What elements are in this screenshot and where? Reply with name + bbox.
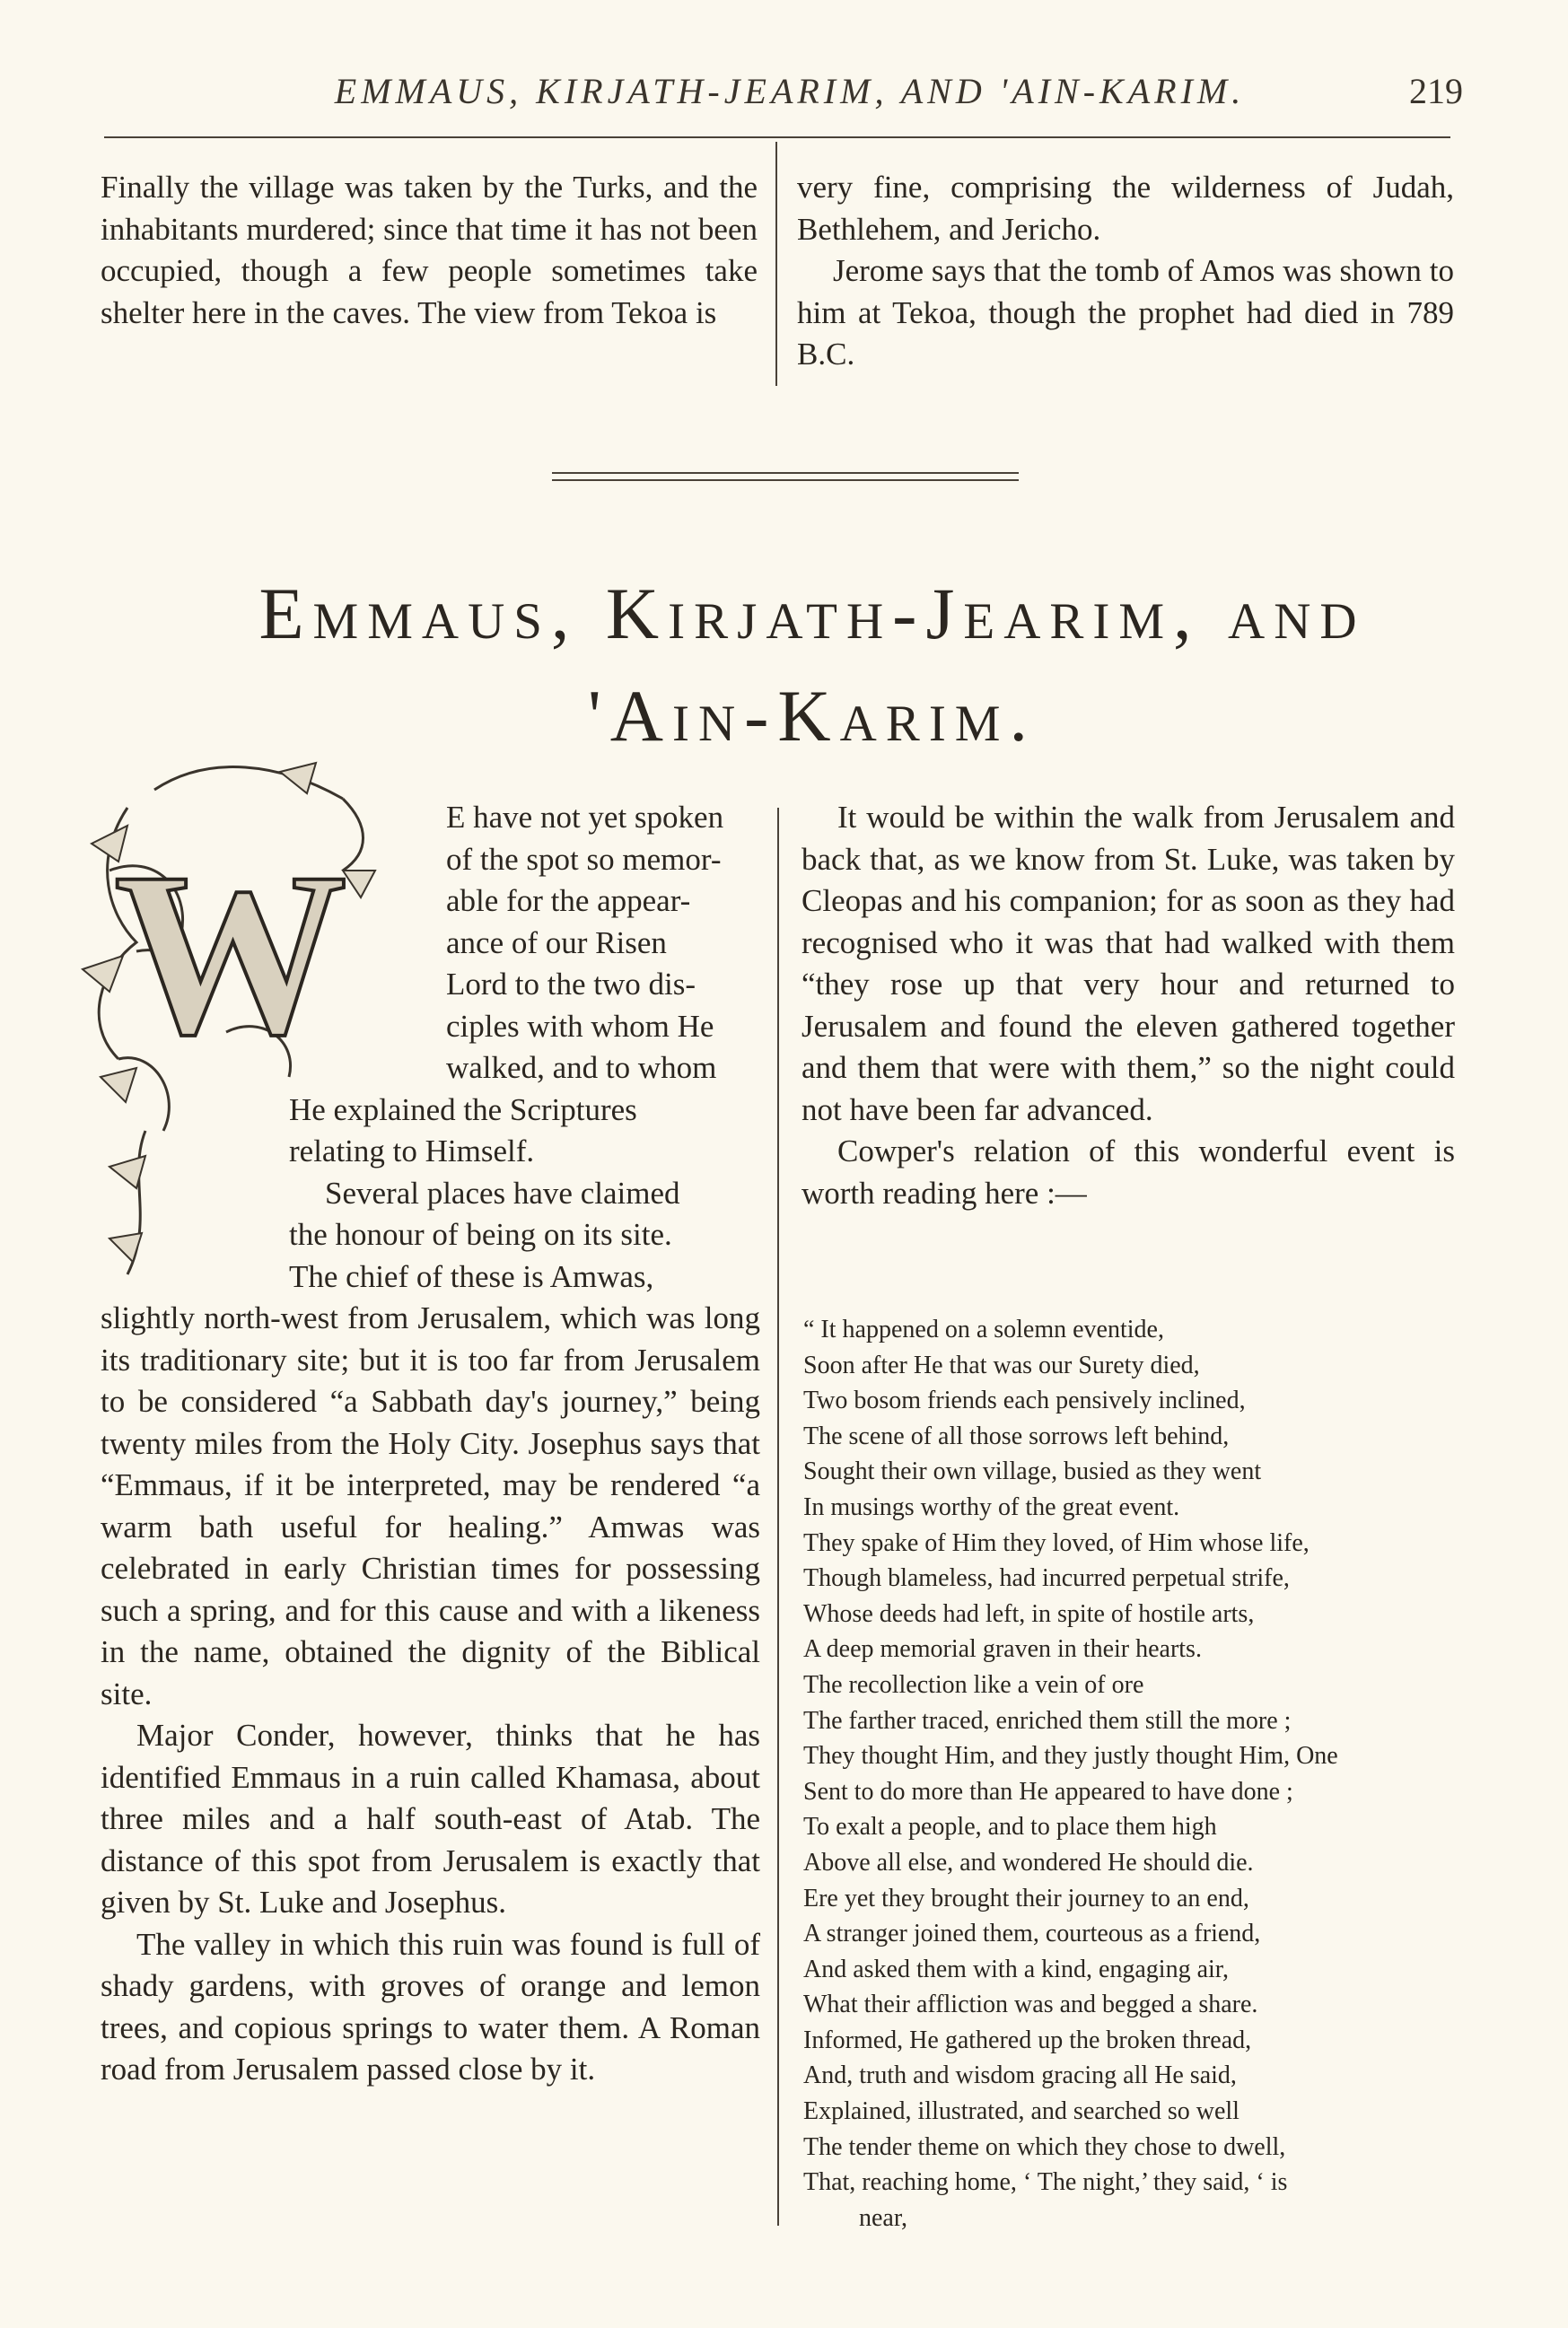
top-right-paragraph-1: very fine, comprising the wilderness of Judah, Bethlehem, and Jericho. — [797, 170, 1454, 247]
column-divider-top — [775, 142, 777, 386]
top-left-paragraph: Finally the village was taken by the Turks, and the inhabitants murdered; since that time it has not been occupied, though a few people sometimes take shelter here in the caves. The view from Tekoa is — [101, 170, 758, 330]
poem-line: The tender theme on which they chose to dwell, — [803, 2132, 1286, 2161]
poem-line: Sought their own village, busied as they went — [803, 1457, 1262, 1486]
poem-line: A deep memorial graven in their hearts. — [803, 1635, 1202, 1664]
title-rule-upper — [552, 472, 1019, 474]
dropcap-letter: W — [114, 825, 347, 1083]
paragraph-valley: The valley in which this ruin was found is full of shady gardens, with groves of orange and lemon trees, and copious springs to water them. A Roman road from Jerusalem passed close by it. — [101, 1926, 760, 2087]
poem — [803, 1312, 1459, 2236]
column-divider-lower — [777, 808, 779, 2226]
poem-line: They spake of Him they loved, of Him whose life, — [803, 1528, 1310, 1557]
poem-line: Two bosom friends each pensively inclined, — [803, 1387, 1246, 1415]
para1-line: ance of our Risen — [446, 924, 667, 960]
poem-line: They thought Him, and they justly thought Him, One — [803, 1742, 1338, 1771]
para1-line: Lord to the two dis- — [446, 967, 696, 1002]
para1-line: of the spot so memor- — [446, 841, 722, 877]
top-left-column — [101, 167, 758, 334]
poem-line: To exalt a people, and to place them high — [803, 1813, 1217, 1842]
paragraph-walk: It would be within the walk from Jerusalem and back that, as we know from St. Luke, was taken by Cleopas and his companion; for as soon as they had recognised who it was that had walked with them “they rose up that very hour and returned to Jerusalem and found the eleven gathered together and them that were with them,” so the night could not have been far advanced. — [802, 800, 1455, 1127]
para2-continuation: slightly north-west from Jerusalem, which was long its traditionary site; but it is too far from Jerusalem to be considered “a Sabbath day's journey,” being twenty miles from the Holy City. Josephus says that “Emmaus, if it be interpreted, may be rendered “a warm bath useful for healing.” Amwas was celebrated in early Christian times for possessing such a spring, and for this cause and with a likeness in the name, obtained the dignity of the Biblical site. — [101, 1300, 760, 1711]
poem-line: In musings worthy of the great event. — [803, 1492, 1180, 1521]
poem-line: Informed, He gathered up the broken thread, — [803, 2026, 1252, 2054]
paragraph-condor: Major Conder, however, thinks that he has identified Emmaus in a ruin called Khamasa, about three miles and a half south-east of Atab. The distance of this spot from Jerusalem is exactly that given by St. Luke and Josephus. — [101, 1718, 760, 1920]
poem-line: And, truth and wisdom gracing all He said, — [803, 2061, 1237, 2090]
running-title: EMMAUS, KIRJATH-JEARIM, AND 'AIN-KARIM. — [334, 71, 1246, 111]
top-right-paragraph-2: Jerome says that the tomb of Amos was shown to him at Tekoa, though the prophet had died in 789 B.C. — [797, 253, 1454, 372]
para1-line: relating to Himself. — [289, 1133, 535, 1168]
para1-line: He explained the Scriptures — [289, 1091, 637, 1127]
para1-line: ciples with whom He — [446, 1008, 714, 1044]
page-number: 219 — [1409, 71, 1463, 111]
poem-line: The recollection like a vein of ore — [803, 1670, 1144, 1699]
poem-line: Soon after He that was our Surety died, — [803, 1351, 1200, 1379]
lower-right-column — [802, 797, 1455, 1214]
poem-line: Above all else, and wondered He should die. — [803, 1848, 1254, 1877]
title-rule-lower — [552, 479, 1019, 481]
para1-line: E have not yet spoken — [446, 800, 724, 835]
poem-line: The scene of all those sorrows left behind, — [803, 1422, 1230, 1450]
lower-left-column — [101, 797, 760, 2091]
top-right-column — [797, 167, 1454, 376]
para1-line: walked, and to whom — [446, 1050, 717, 1085]
poem-line: “ It happened on a solemn eventide, — [803, 1316, 1164, 1343]
poem-line: A stranger joined them, courteous as a friend, — [803, 1920, 1261, 1948]
poem-line: What their affliction was and begged a share. — [803, 1991, 1258, 2019]
chapter-title-line-2: 'Ain-Karim. — [587, 675, 1037, 757]
para2-line: The chief of these is Amwas, — [289, 1258, 654, 1294]
para2-line: Several places have claimed — [325, 1175, 680, 1211]
para2-line: the honour of being on its site. — [289, 1217, 672, 1252]
running-head — [108, 70, 1463, 124]
poem-line: Ere yet they brought their journey to an end, — [803, 1884, 1249, 1912]
poem-line: The farther traced, enriched them still the more ; — [803, 1706, 1292, 1735]
header-rule — [104, 136, 1450, 138]
chapter-title-line-1: Emmaus, Kirjath-Jearim, and — [258, 573, 1366, 654]
poem-line: near, — [859, 2203, 908, 2232]
poem-line: Whose deeds had left, in spite of hostile arts, — [803, 1599, 1255, 1628]
poem-line: Explained, illustrated, and searched so well — [803, 2097, 1240, 2126]
poem-line: And asked them with a kind, engaging air, — [803, 1955, 1229, 1983]
para1-line: able for the appear- — [446, 883, 691, 918]
poem-line: Sent to do more than He appeared to have done ; — [803, 1777, 1293, 1806]
poem-line: That, reaching home, ‘ The night,’ they said, ‘ is — [803, 2168, 1288, 2197]
paragraph-cowper: Cowper's relation of this wonderful event is worth reading here :— — [802, 1133, 1455, 1211]
poem-line: Though blameless, had incurred perpetual strife, — [803, 1564, 1290, 1593]
